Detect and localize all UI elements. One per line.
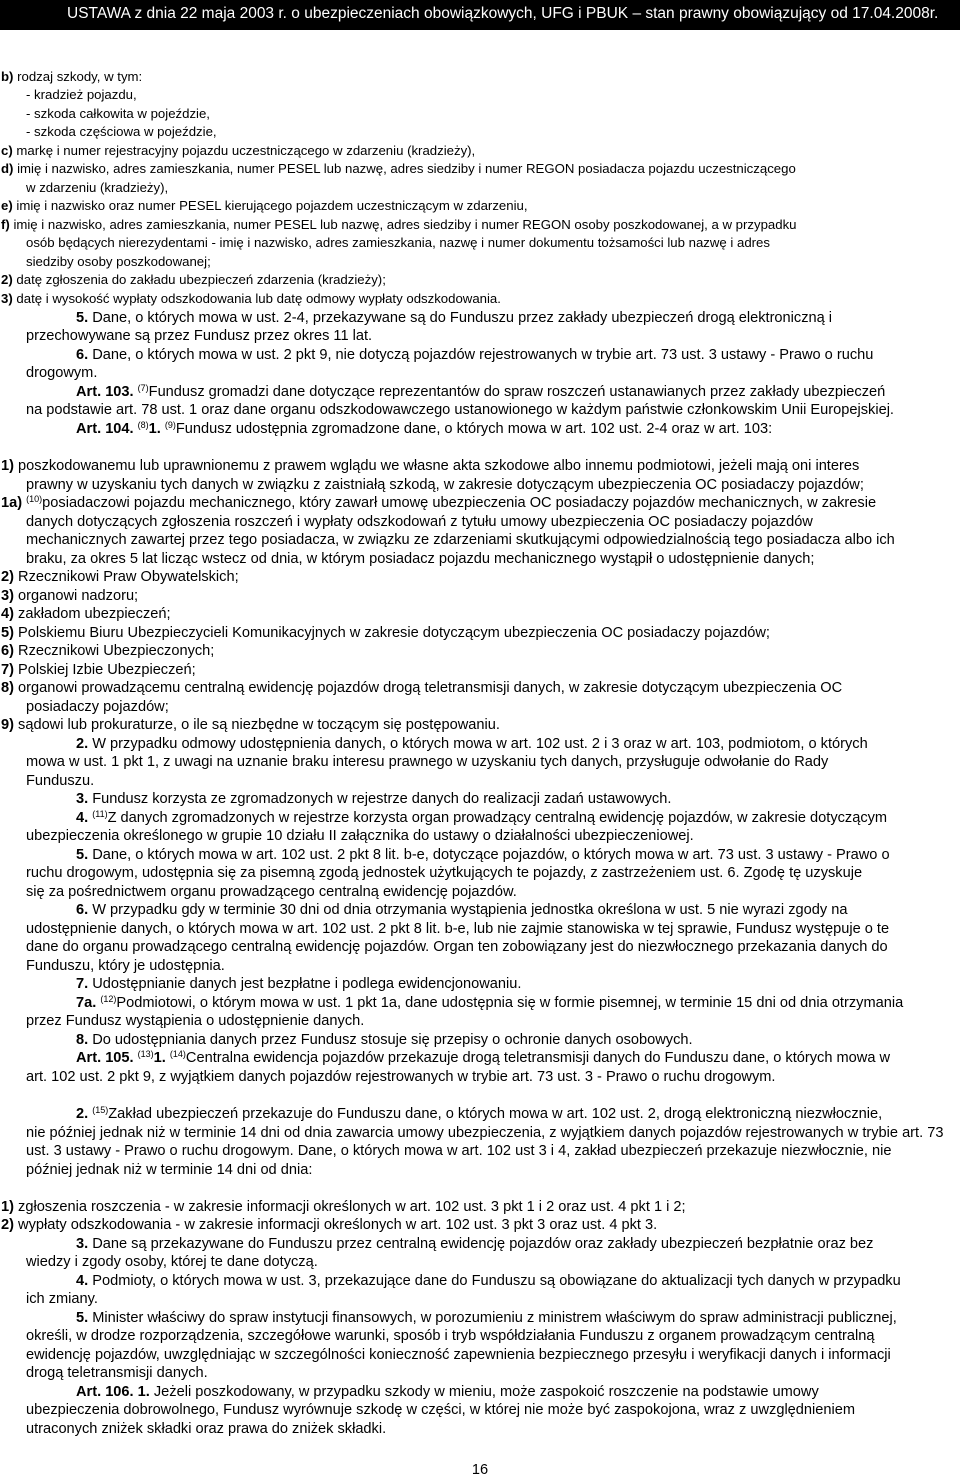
text-line [26, 476, 864, 494]
text-line [26, 772, 94, 790]
text-span: organowi prowadzącemu centralną ewidencję pojazdów drogą teletransmisji danych, w zakresie dotyczącym ubezpieczenia OC [13, 680, 843, 696]
bold-label: 2. [76, 736, 89, 752]
text-line [76, 383, 885, 401]
bold-label: 4) [1, 606, 14, 622]
text-line [1, 457, 859, 475]
text-line [26, 698, 169, 716]
text-span: drogowym. [26, 365, 98, 381]
text-line [1, 271, 386, 289]
text-line [26, 513, 813, 531]
text-line [76, 1235, 873, 1253]
text-line [1, 142, 475, 160]
text-span: ubezpieczenia dobrowolnego, Fundusz wyrównuje szkodę w części, w której nie może być zaspokojona, wraz z uwzględnieniem [26, 1402, 856, 1418]
text-span: udostępnienie danych, o których mowa w art. 102 ust. 2 pkt 8 lit. b-e, lub nie zajmie stanowiska w tej sprawie, Fundusz występuje o te [26, 921, 890, 937]
text-line [76, 1383, 819, 1401]
bold-label: c) [1, 143, 13, 158]
text-span: przechowywane są przez Fundusz przez okres 11 lat. [26, 328, 373, 344]
text-line [26, 105, 210, 123]
text-span: W przypadku odmowy udostępnienia danych, o których mowa w art. 102 ust. 2 i 3 oraz w art. 103, podmiotom, o których [88, 736, 868, 752]
text-span: ich zmiany. [26, 1291, 98, 1307]
text-span: art. 102 ust. 2 pkt 9, z wyjątkiem danych pojazdów rejestrowanych w trybie art. 73 ust. 3 - Prawo o ruchu drogowym. [26, 1069, 776, 1085]
bold-label: 5. [76, 310, 89, 326]
footnote-ref: (9) [164, 420, 176, 430]
text-line [26, 401, 894, 419]
text-span: Z danych zgromadzonych w rejestrze korzysta organ prowadzący centralną ewidencję pojazdów, w zakresie dotyczącym [107, 810, 888, 826]
text-span: Rzecznikowi Praw Obywatelskich; [13, 569, 239, 585]
text-span: ruchu drogowym, udostępnia się za pisemną zgodą jednostek użytkujących te pojazdy, z zastrzeżeniem ust. 6. Zgodę tę uzyskuje [26, 865, 863, 881]
bold-label: 1) [1, 458, 14, 474]
text-line [26, 1364, 208, 1382]
text-span: Podmioty, o których mowa w ust. 3, przekazujące dane do Funduszu są obowiązane do aktualizacji tych danych w przypadku [88, 1273, 901, 1289]
text-span: Centralna ewidencja pojazdów przekazuje drogą teletransmisji danych do Funduszu dane, o których mowa w [185, 1050, 891, 1066]
text-line [26, 957, 225, 975]
text-span: osób będących nierezydentami - imię i nazwisko, adres zamieszkania, nazwę i numer dokumentu tożsamości lub nazwę i adres [26, 235, 770, 250]
text-line [76, 1272, 901, 1290]
text-line [1, 642, 214, 660]
footnote-ref: (7) [137, 383, 149, 393]
text-line [26, 531, 895, 549]
text-line [76, 846, 890, 864]
bold-label: 5. [76, 847, 89, 863]
page-header: USTAWA z dnia 22 maja 2003 r. o ubezpieczeniach obowiązkowych, UFG i PBUK – stan prawny obowiązujący od 17.04.2008r. [0, 0, 960, 30]
text-line [26, 1327, 874, 1345]
text-line [26, 1420, 386, 1438]
text-line [26, 327, 372, 345]
bold-label: 9) [1, 717, 14, 733]
text-line [26, 1068, 775, 1086]
text-line [26, 753, 828, 771]
text-span: imię i nazwisko, adres zamieszkania, numer PESEL lub nazwę, adres siedziby i numer REGON posiadacza pojazdu uczestniczącego [13, 161, 796, 176]
text-span: sądowi lub prokuraturze, o ile są niezbędne w toczącym się postępowaniu. [13, 717, 500, 733]
text-span: - kradzież pojazdu, [26, 87, 137, 102]
bold-label: Art. 103. [76, 384, 134, 400]
bold-label: Art. 105. [76, 1050, 134, 1066]
bold-label: 5. [76, 1310, 89, 1326]
text-span: posiadaczy pojazdów; [26, 699, 169, 715]
text-span: prawny w uzyskaniu tych danych w związku z zaistniałą szkodą, w zakresie dotyczącym ubezpieczenia OC posiadaczy pojazdów; [26, 477, 864, 493]
bold-label: 8. [76, 1032, 89, 1048]
text-line [26, 253, 211, 271]
bold-label: 1a) [1, 495, 23, 511]
bold-label: 2. [76, 1106, 89, 1122]
bold-label: Art. 106. 1. [76, 1384, 150, 1400]
text-line [76, 735, 868, 753]
text-line [26, 179, 168, 197]
text-line [76, 1105, 882, 1123]
bold-label: 3) [1, 588, 14, 604]
text-line [26, 1253, 318, 1271]
bold-label: 4. [76, 810, 89, 826]
text-line [1, 290, 501, 308]
text-line [1, 68, 142, 86]
text-span: Polskiej Izbie Ubezpieczeń; [13, 662, 196, 678]
text-span: Dane, o których mowa w art. 102 ust. 2 pkt 8 lit. b-e, dotyczące pojazdów, o których mowa w art. 73 ust. 3 ustawy - Prawo o [88, 847, 890, 863]
text-line [1, 624, 770, 642]
text-span: dane do organu prowadzącego centralną ewidencję pojazdów. Organ ten zobowiązany jest do niezwłocznego przekazania danych do [26, 939, 888, 955]
text-line [1, 716, 500, 734]
text-line [76, 420, 772, 438]
bold-label: 3. [76, 1236, 89, 1252]
text-span: drogą teletransmisji danych. [26, 1365, 208, 1381]
text-span: - szkoda częściowa w pojeździe, [26, 124, 217, 139]
bold-label: d) [1, 161, 14, 176]
text-span: siedziby osoby poszkodowanej; [26, 254, 211, 269]
text-line [76, 994, 903, 1012]
text-span: Funduszu, który je udostępnia. [26, 958, 225, 974]
text-line [76, 901, 847, 919]
text-span: imię i nazwisko, adres zamieszkania, numer PESEL lub nazwę, adres siedziby i numer REGON osoby poszkodowanej, a w przypadku [9, 217, 797, 232]
bold-label: e) [1, 198, 13, 213]
text-line [26, 827, 694, 845]
text-line [1, 197, 528, 215]
bold-label: 6. [76, 902, 89, 918]
text-span: Fundusz gromadzi dane dotyczące reprezentantów do spraw roszczeń ustanawianych przez zakłady ubezpieczeń [148, 384, 886, 400]
text-line [1, 568, 239, 586]
text-span: wypłaty odszkodowania - w zakresie informacji określonych w art. 102 ust. 3 pkt 3 oraz ust. 4 pkt 3. [13, 1217, 658, 1233]
text-span: Fundusz korzysta ze zgromadzonych w rejestrze danych do realizacji zadań ustawowych. [88, 791, 672, 807]
text-line [76, 1309, 897, 1327]
bold-label: 1. [148, 421, 161, 437]
bold-label: 4. [76, 1273, 89, 1289]
text-span: Minister właściwy do spraw instytucji finansowych, w porozumieniu z ministrem właściwym do spraw administracji publicznej, [88, 1310, 897, 1326]
text-line [26, 1161, 312, 1179]
text-span: datę i wysokość wypłaty odszkodowania lub datę odmowy wypłaty odszkodowania. [12, 291, 501, 306]
text-line [1, 1216, 657, 1234]
text-span: Jeżeli poszkodowany, w przypadku szkody w mieniu, może zaspokoić roszczenie na podstawie umowy [149, 1384, 819, 1400]
footnote-ref: (10) [26, 494, 43, 504]
text-span: Udostępnianie danych jest bezpłatne i podlega ewidencjonowaniu. [88, 976, 522, 992]
text-span: Do udostępniania danych przez Fundusz stosuje się przepisy o ochronie danych osobowych. [88, 1032, 693, 1048]
text-line [26, 123, 217, 141]
text-span: Rzecznikowi Ubezpieczonych; [13, 643, 215, 659]
text-line [1, 1198, 686, 1216]
bold-label: 3. [76, 791, 89, 807]
text-line [1, 494, 876, 512]
text-span: Dane, o których mowa w ust. 2-4, przekazywane są do Funduszu przez zakłady ubezpieczeń drogą elektroniczną i [88, 310, 833, 326]
text-span: ust. 3 ustawy - Prawo o ruchu drogowym. Dane, o których mowa w art. 102 ust 3 i 4, zakład ubezpieczeń przekazuje niezwłocznie, nie [26, 1143, 892, 1159]
text-span: markę i numer rejestracyjny pojazdu uczestniczącego w zdarzeniu (kradzieży), [12, 143, 476, 158]
text-line [26, 364, 97, 382]
bold-label: 1. [153, 1050, 166, 1066]
text-span: W przypadku gdy w terminie 30 dni od dnia otrzymania wystąpienia jednostka określona w ust. 5 nie wyrazi zgody na [88, 902, 848, 918]
text-span: Dane są przekazywane do Funduszu przez centralną ewidencję pojazdów oraz zakłady ubezpieczeń bezpłatnie oraz bez [88, 1236, 874, 1252]
text-line [1, 587, 138, 605]
text-span: Fundusz udostępnia zgromadzone dane, o których mowa w art. 102 ust. 2-4 oraz w art. 103: [175, 421, 773, 437]
text-line [76, 975, 521, 993]
text-span: mechanicznych zawartej przez tego posiadacza, w związku ze zdarzeniami skutkującymi odpowiedzialnością tego posiadacza albo ich [26, 532, 895, 548]
footnote-ref: (11) [92, 809, 108, 819]
text-line [26, 1346, 891, 1364]
bold-label: 2) [1, 272, 13, 287]
text-span: się za pośrednictwem organu prowadzącego centralną ewidencję pojazdów. [26, 884, 517, 900]
bold-label: 7. [76, 976, 89, 992]
text-span: mowa w ust. 1 pkt 1, z uwagi na uznanie braku interesu prawnego w uzyskaniu tych danych, przysługuje odwołanie do Rady [26, 754, 829, 770]
text-line [1, 661, 196, 679]
text-line [1, 605, 171, 623]
text-line [76, 1031, 693, 1049]
text-span: datę zgłoszenia do zakładu ubezpieczeń zdarzenia (kradzieży); [12, 272, 386, 287]
text-span: organowi nadzoru; [13, 588, 139, 604]
bold-label: 2) [1, 1217, 14, 1233]
footnote-ref: (14) [169, 1049, 186, 1059]
text-line [76, 790, 671, 808]
text-span: przez Fundusz wystąpienia o udostępnienie danych. [26, 1013, 365, 1029]
text-span: posiadaczowi pojazdu mechanicznego, który zawarł umowę ubezpieczenia OC posiadaczy pojazdów mechanicznych, w zakresie [42, 495, 877, 511]
text-span: później jednak niż w terminie 14 dni od dnia: [26, 1162, 313, 1178]
text-span: ubezpieczenia określonego w grupie 10 działu II załącznika do ustawy o działalności ubezpieczeniowej. [26, 828, 694, 844]
text-line [76, 1049, 890, 1067]
text-line [26, 86, 137, 104]
text-span: utraconych zniżek składki oraz prawa do zniżek składki. [26, 1421, 387, 1437]
bold-label: 2) [1, 569, 14, 585]
footnote-ref: (13) [137, 1049, 154, 1059]
text-line [76, 809, 887, 827]
page-number: 16 [471, 1462, 489, 1478]
text-line [26, 883, 517, 901]
footnote-ref: (8) [137, 420, 149, 430]
text-line [1, 160, 796, 178]
bold-label: Art. 104. [76, 421, 134, 437]
bold-label: 3) [1, 291, 13, 306]
bold-label: 1) [1, 1199, 14, 1215]
footnote-ref: (15) [92, 1105, 109, 1115]
text-line [26, 920, 889, 938]
bold-label: 7a. [76, 995, 97, 1011]
bold-label: b) [1, 69, 14, 84]
text-span: - szkoda całkowita w pojeździe, [26, 106, 210, 121]
text-span: poszkodowanemu lub uprawnionemu z prawem wglądu we własne akta szkodowe albo innemu podmiotowi, jeżeli mają oni interes [13, 458, 860, 474]
text-span: określi, w drodze rozporządzenia, szczegółowe warunki, sposób i tryb współdziałania Funduszu z organem prowadzącym centralną [26, 1328, 875, 1344]
footnote-ref: (12) [100, 994, 117, 1004]
text-line [26, 1290, 98, 1308]
text-line [26, 550, 814, 568]
text-span: Podmiotowi, o którym mowa w ust. 1 pkt 1a, dane udostępnia się w formie pisemnej, w terminie 15 dni od dnia otrzymania [116, 995, 904, 1011]
text-span: Funduszu. [26, 773, 95, 789]
text-line [26, 1142, 892, 1160]
bold-label: 8) [1, 680, 14, 696]
text-span: Zakład ubezpieczeń przekazuje do Funduszu dane, o których mowa w art. 102 ust. 2, drogą elektroniczną niezwłocznie, [108, 1106, 883, 1122]
text-line [26, 234, 770, 252]
text-span: na podstawie art. 78 ust. 1 oraz dane organu odszkodowawczego ustanowionego w każdym państwie członkowskim Unii Europejskiej. [26, 402, 894, 418]
bold-label: 7) [1, 662, 14, 678]
text-line [1, 216, 797, 234]
text-span: Polskiemu Biuru Ubezpieczycieli Komunikacyjnych w zakresie dotyczącym ubezpieczenia OC posiadaczy pojazdów; [13, 625, 770, 641]
text-span: wiedzy i zgody osoby, której te dane dotyczą. [26, 1254, 318, 1270]
text-line [76, 346, 873, 364]
bold-label: 5) [1, 625, 14, 641]
text-line [26, 938, 888, 956]
bold-label: 6. [76, 347, 89, 363]
text-span: rodzaj szkody, w tym: [13, 69, 143, 84]
bold-label: 6) [1, 643, 14, 659]
text-line [26, 1401, 855, 1419]
text-line [26, 1012, 364, 1030]
text-span: zakładom ubezpieczeń; [13, 606, 171, 622]
text-line [1, 679, 842, 697]
text-line [26, 864, 862, 882]
text-line [26, 1124, 943, 1142]
text-span: imię i nazwisko oraz numer PESEL kierującego pojazdem uczestniczącym w zdarzeniu, [12, 198, 528, 213]
text-line [76, 309, 832, 327]
text-span: ewidencję pojazdów, uwzględniając w szczególności konieczność zapewnienia bezpiecznego przesyłu i weryfikacji danych i informacji [26, 1347, 891, 1363]
text-span: Dane, o których mowa w ust. 2 pkt 9, nie dotyczą pojazdów rejestrowanych w trybie art. 73 ust. 3 ustawy - Prawo o ruchu [88, 347, 874, 363]
bold-label: f) [1, 217, 10, 232]
text-span: w zdarzeniu (kradzieży), [26, 180, 169, 195]
text-span: braku, za okres 5 lat licząc wstecz od dnia, w którym posiadacz pojazdu mechanicznego wystąpił o udostępnienie danych; [26, 551, 815, 567]
text-span: danych dotyczących zgłoszenia roszczeń i wypłaty odszkodowań z tytułu umowy ubezpieczenia OC posiadaczy pojazdów [26, 514, 813, 530]
text-span: zgłoszenia roszczenia - w zakresie informacji określonych w art. 102 ust. 3 pkt 1 i 2 oraz ust. 4 pkt 1 i 2; [13, 1199, 686, 1215]
text-span: nie później jednak niż w terminie 14 dni od dnia zawarcia umowy ubezpieczenia, z wyjątkiem danych pojazdów rejestrowanych w trybie art. 73 [26, 1125, 944, 1141]
